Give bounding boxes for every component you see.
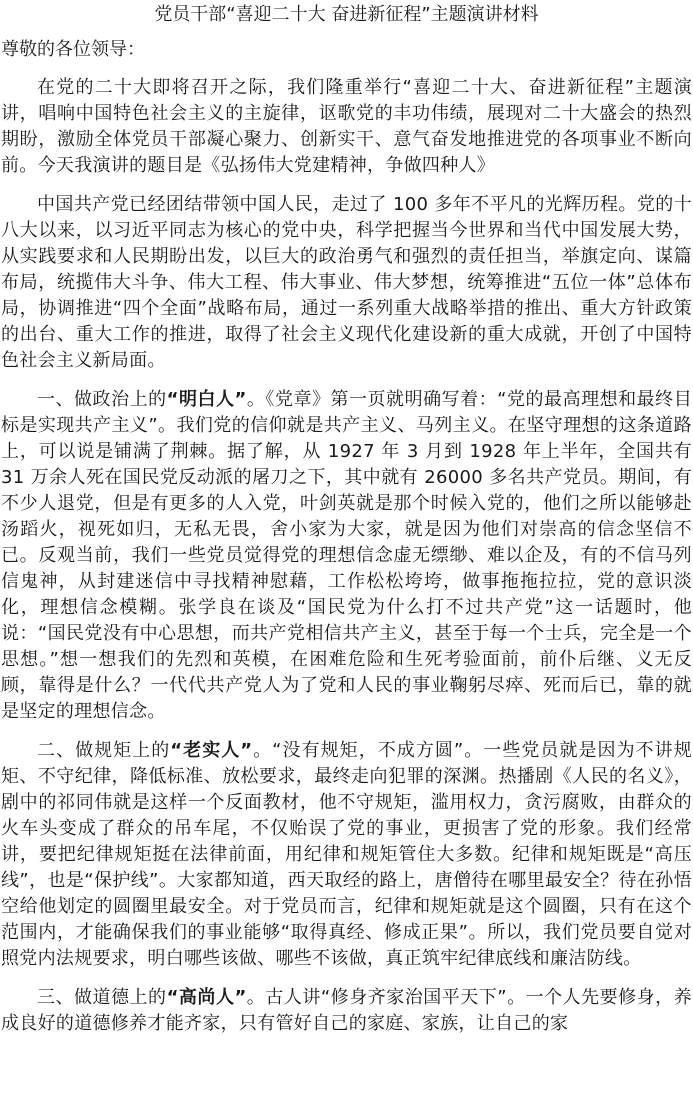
paragraph-history <box>1 192 692 374</box>
salutation: 尊敬的各位领导： <box>1 39 145 60</box>
paragraph-text: 。《党章》第一页就明确写着：“党的最高理想和最终目标是实现共产主义”。我们党的信仰就是共产主义、马列主义。在坚守理想的这条道路上，可以说是铺满了荆棘。据了解，从 1927 年 3 月到 1928 年上半年，全国共有 31 万余人死在国民党反动派的屠刀之下，其中就有 26000 多名共产党员。期间，有不少人退党，但是有更多的人入党，叶剑英就是那个时候入党的，他们之所以能够赴汤蹈火，视死如归，无私无畏，舍小家为大家，就是因为他们对崇高的信念坚信不已。反观当前，我们一些党员觉得党的理想信念虚无缥缈、难以企及，有的不信马列信鬼神，从封建迷信中寻找精神慰藉，工作松松垮垮，做事拖拖拉拉，党的意识淡化，理想信念模糊。张学良在谈及“国民党为什么打不过共产党”这一话题时，他说：“国民党没有中心思想，而共产党相信共产主义，甚至于每一个士兵，完全是一个思想。”想一想我们的先烈和英模，在困难危险和生死考验面前，前仆后继、义无反顾，靠得是什么？一代代共产党人为了党和人民的事业鞠躬尽瘁、死而后已，靠的就是坚定的理想信念。 <box>1 389 692 722</box>
section-keyword: “老实人” <box>170 740 253 761</box>
paragraph-text: 中国共产党已经团结带领中国人民，走过了 100 多年不平凡的光辉历程。党的十八大以来，以习近平同志为核心的党中央，科学把握当今世界和当代中国发展大势，从实践要求和人民期盼出发，以巨大的政治勇气和强烈的责任担当，举旗定向、谋篇布局，统揽伟大斗争、伟大工程、伟大事业、伟大梦想，统筹推进“五位一体”总体布局，协调推进“四个全面”战略布局，通过一系列重大战略举措的推出、重大方针政策的出台、重大工作的推进，取得了社会主义现代化建设新的重大成就，开创了中国特色社会主义新局面。 <box>1 194 692 371</box>
paragraph-political <box>1 387 692 725</box>
section-lead: 三、做道德上的 <box>37 987 167 1008</box>
paragraph-text: 在党的二十大即将召开之际，我们隆重举行“喜迎二十大、奋进新征程”主题演讲，唱响中国特色社会主义的主旋律，讴歌党的丰功伟绩，展现对二十大盛会的热烈期盼，激励全体党员干部凝心聚力、创新实干、意气奋发地推进党的各项事业不断向前。今天我演讲的题目是《弘扬伟大党建精神，争做四种人》 <box>1 77 692 176</box>
paragraph-rules <box>1 738 692 972</box>
section-keyword: “高尚人” <box>166 987 247 1008</box>
paragraph-text: 。“没有规矩，不成方圆”。一些党员就是因为不讲规矩、不守纪律，降低标准、放松要求，最终走向犯罪的深渊。热播剧《人民的名义》，剧中的祁同伟就是这样一个反面教材，他不守规矩，滥用权力，贪污腐败，由群众的火车头变成了群众的吊车尾，不仅贻误了党的事业，更损害了党的形象。我们经常讲，要把纪律规矩挺在法律前面，用纪律和规矩管住大多数。纪律和规矩既是“高压线”，也是“保护线”。大家都知道，西天取经的路上，唐僧待在哪里最安全？待在孙悟空给他划定的圆圈里最安全。对于党员而言，纪律和规矩就是这个圆圈，只有在这个范围内，才能确保我们的事业能够“取得真经、修成正果”。所以，我们党员要自觉对照党内法规要求，明白哪些该做、哪些不该做，真正筑牢纪律底线和廉洁防线。 <box>1 740 692 969</box>
paragraph-text: 。古人讲“修身齐家治国平天下”。一个人先要修身，养成良好的道德修养才能齐家，只有管好自己的家庭、家族，让自己的家 <box>1 987 692 1034</box>
section-keyword: “明白人” <box>166 389 247 410</box>
paragraph-morality <box>1 985 692 1037</box>
paragraph-intro <box>1 75 692 179</box>
document-title: 党员干部“喜迎二十大 奋进新征程”主题演讲材料 <box>154 4 539 25</box>
section-lead: 二、做规矩上的 <box>37 740 171 761</box>
section-lead: 一、做政治上的 <box>37 389 167 410</box>
